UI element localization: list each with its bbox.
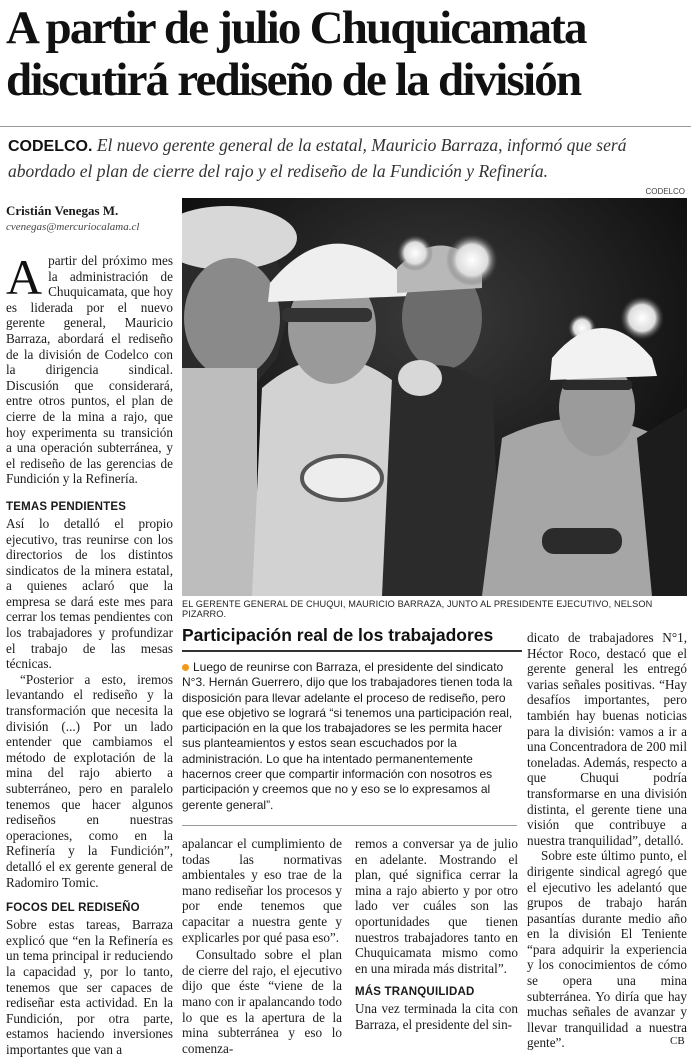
subhead-mas-tranquilidad: MÁS TRANQUILIDAD	[355, 986, 475, 999]
subhead-focos-rediseno: FOCOS DEL REDISEÑO	[6, 902, 140, 915]
headline-divider	[0, 126, 691, 127]
paragraph: apalancar el cumplimiento de todas las normativas ambientales y eso trae de la mano rediseñar los procesos y por ende tenemos que capacitar a nuestra gente y explicarles por qué pasa eso”.	[182, 836, 342, 945]
end-mark: CB	[670, 1035, 685, 1047]
photo-credit: CODELCO	[645, 187, 685, 196]
box-title-rule	[182, 650, 522, 652]
miners-photo-illustration	[182, 198, 687, 596]
article-column-2	[182, 836, 342, 1056]
lead-paragraph	[6, 249, 173, 487]
paragraph: Sobre estas tareas, Barraza explicó que “en la Refinería es un tema principal ir reduciendo la capacidad y, por lo tanto, tenemos que ser capaces de rediseñar esta actividad. En la Fundición, por otra parte, estamos haciendo inversiones importantes que van a	[6, 917, 173, 1057]
paragraph: dicato de trabajadores N°1, Héctor Roco, destacó que el gerente general les entregó varias señales positivas. “Hay desafíos importantes, pero también hay buenas noticias para la división: vamos a ir a una Concentradora de 200 mil toneladas. Además, respecto a que Chuqui podría transformarse en una división distinta, el gerente tiene una visión que contribuye a nuestra tranquilidad”, detalló.	[527, 630, 687, 848]
drop-cap: A	[6, 249, 43, 305]
box-bottom-rule	[182, 825, 517, 826]
headline	[6, 2, 691, 106]
byline-email[interactable]: cvenegas@mercuriocalama.cl	[6, 221, 140, 233]
deck-label: CODELCO.	[8, 138, 93, 155]
article-column-3	[355, 836, 518, 1033]
news-photo	[182, 198, 687, 596]
article-column-4	[527, 630, 687, 1051]
paragraph: “Posterior a esto, iremos levantando el rediseño y la transformación que necesita la división (...) Por un lado entender que cambiamos el método de explotación de la mina del rajo abierto a subterráneo, pero en paralelo tenemos que hacer algunos rediseños en nuestras operaciones, como en la Refinería y la Fundición”, detalló el ex gerente general de Radomiro Tomic.	[6, 671, 173, 890]
lead-text: partir del próximo mes la administración de Chuquicamata, que hoy es liderada por el nuevo gerente general, Mauricio Barraza, abordará el rediseño de la división de Codelco con la dirigencia sindical. Discusión que considerará, entre otros puntos, el plan de cierre de la mina a rajo, que hoy experimenta su transición a una operación subterránea, y el rediseño de las gerencias de Fundición y la Refinería.	[6, 253, 173, 487]
paragraph: Consultado sobre el plan de cierre del rajo, el ejecutivo dijo que éste “viene de la mano con ir apalancando todo lo que es la apertura de la mina subterránea y eso lo comenza-	[182, 947, 342, 1056]
paragraph: Una vez terminada la cita con Barraza, el presidente del sin-	[355, 1001, 518, 1032]
photo-caption: EL GERENTE GENERAL DE CHUQUI, MAURICIO BARRAZA, JUNTO AL PRESIDENTE EJECUTIVO, NELSON PIZARRO.	[182, 599, 653, 619]
deck-text: El nuevo gerente general de la estatal, Mauricio Barraza, informó que será abordado el plan de cierre del rajo y el rediseño de la Fundición y Refinería.	[8, 135, 627, 181]
paragraph: Sobre este último punto, el dirigente sindical agregó que el ejecutivo les adelantó que grupos de trabajo harán pasantías durante medio año en la división El Teniente “para adquirir la experiencia y los conocimientos de cómo se opera una mina subterránea. Yo diría que hay muchas señales de avanzar y llevar tranquilidad a nuestra gente”.	[527, 848, 687, 1051]
paragraph: remos a conversar ya de julio en adelante. Mostrando el plan, qué significa cerrar la mina a rajo abierto y por otro lado ver cuáles son las oportunidades que tienen nuestros trabajadores tanto en Chuquicamata mismo como en una mirada más distrital”.	[355, 836, 518, 976]
box-body-text: Luego de reunirse con Barraza, el presidente del sindicato N°3. Hernán Guerrero, dijo que los trabajadores tienen toda la disposición para llevar adelante el proceso de rediseño, pero que ese objetivo se logrará “si tenemos una participación real, participación en la que los trabajadores se les permita hacer sus planteamientos y estos sean escuchados por la administración. Lo que ha intentado permanentemente hacernos creer que compartir información con nosotros es participación y creemos que no y eso se lo expresamos al gerente general”.	[182, 660, 513, 812]
headline-line-2: discutirá rediseño de la división	[6, 54, 581, 106]
paragraph: Así lo detalló el propio ejecutivo, tras reunirse con los directorios de los distintos sindicatos de la minera estatal, a quienes aclaró que la empresa se dará este mes para cerrar los temas pendientes con los trabajadores y profundizar el trabajo de las mesas técnicas.	[6, 515, 173, 672]
deck	[8, 133, 688, 183]
article-left-column	[6, 249, 173, 1058]
headline-line-1: A partir de julio Chuquicamata	[6, 2, 586, 54]
byline-name: Cristián Venegas M.	[6, 203, 119, 218]
subhead-temas-pendientes: TEMAS PENDIENTES	[6, 500, 127, 513]
bullet-dot-icon	[182, 664, 189, 671]
box-body	[182, 660, 517, 813]
box-title: Participación real de los trabajadores	[182, 625, 494, 645]
